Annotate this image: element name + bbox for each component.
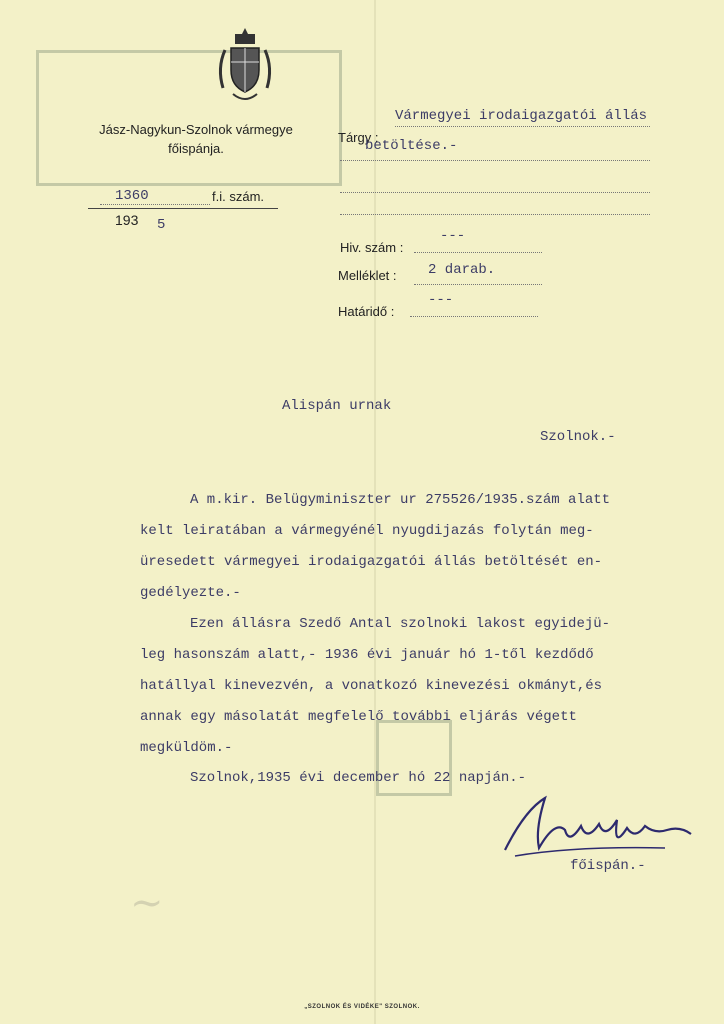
body-line-5: Ezen állásra Szedő Antal szolnoki lakost egyidejü-	[190, 616, 611, 632]
date-line: Szolnok,1935 évi december hó 22 napján.-	[190, 770, 527, 786]
body-line-9: megküldöm.-	[140, 740, 233, 756]
recipient: Alispán urnak	[282, 398, 392, 414]
ref-divider	[88, 208, 278, 209]
body-line-4: gedélyezte.-	[140, 585, 241, 601]
subject-line-2: betöltése.-	[365, 138, 458, 154]
body-line-6: leg hasonszám alatt,- 1936 évi január hó 1-től kezdődő	[140, 647, 594, 663]
received-stamp	[36, 50, 342, 186]
printer-imprint: „SZOLNOK ÉS VIDÉKE" SZOLNOK.	[304, 1004, 420, 1010]
body-line-7: hatállyal kinevezvén, a vonatkozó kinevezési okmányt,és	[140, 678, 603, 694]
pencil-note: ~	[130, 880, 164, 926]
hiv-label: Hiv. szám :	[340, 240, 404, 255]
issuing-authority	[66, 120, 326, 158]
reference-number: 1360	[115, 188, 149, 204]
deadline-label: Határidő :	[338, 304, 395, 319]
subject-line-1: Vármegyei irodaigazgatói állás	[395, 108, 648, 124]
reference-suffix: f.i. szám.	[212, 189, 265, 204]
deadline-dots	[410, 316, 538, 317]
ref-dots	[100, 204, 210, 205]
attachment-value: 2 darab.	[428, 262, 496, 278]
attachment-dots	[414, 284, 542, 285]
year-digit: 5	[157, 217, 166, 233]
body-line-3: üresedett vármegyei irodaigazgatói állás betöltését en-	[140, 554, 603, 570]
year-prefix: 193	[115, 212, 139, 228]
subject-dots-4	[340, 214, 650, 215]
subject-label: Tárgy :	[338, 130, 379, 145]
authority-line-2: főispánja.	[168, 141, 224, 156]
hiv-value: ---	[440, 228, 466, 244]
subject-dots-1	[395, 126, 650, 127]
body-line-1: A m.kir. Belügyminiszter ur 275526/1935.szám alatt	[190, 492, 611, 508]
body-line-8: annak egy másolatát megfelelő további eljárás végett	[140, 709, 577, 725]
coat-of-arms-icon	[215, 28, 275, 108]
authority-line-1: Jász-Nagykun-Szolnok vármegye	[99, 122, 293, 137]
attachment-label: Melléklet :	[338, 268, 397, 283]
recipient-city: Szolnok.-	[540, 429, 616, 445]
deadline-value: ---	[428, 292, 454, 308]
body-line-2: kelt leiratában a vármegyénél nyugdijazás folytán meg-	[140, 523, 594, 539]
hiv-dots	[414, 252, 542, 253]
signature-title: főispán.-	[570, 858, 646, 874]
subject-dots-3	[340, 192, 650, 193]
subject-dots-2	[340, 160, 650, 161]
